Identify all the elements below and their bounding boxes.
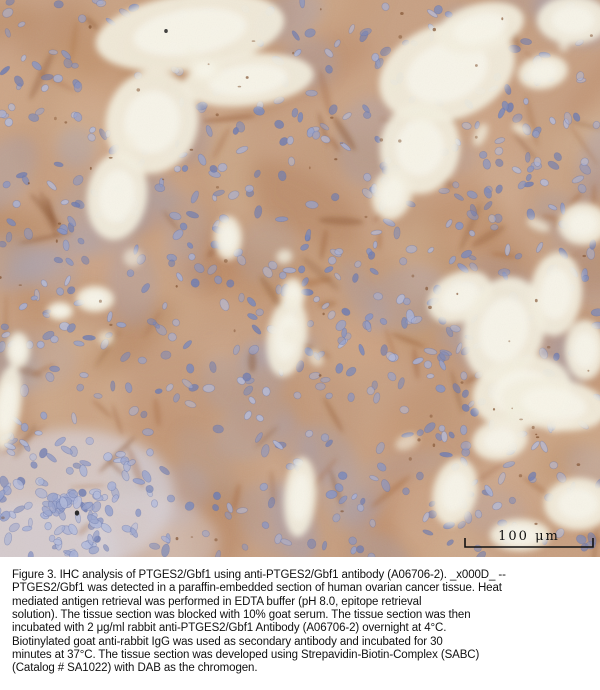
caption-line: solution). The tissue section was blocked with 10% goat serum. The tissue section was then bbox=[12, 609, 471, 622]
caption-line: Biotinylated goat anti-rabbit IgG was used as secondary antibody and incubated for 30 bbox=[12, 635, 443, 648]
figure-caption bbox=[12, 569, 594, 676]
caption-line: Figure 3. IHC analysis of PTGES2/Gbf1 using anti-PTGES2/Gbf1 antibody (A06706-2). _x000D_ -- bbox=[12, 569, 506, 581]
caption-line: (Catalog # SA1022) with DAB as the chromogen. bbox=[12, 662, 258, 675]
caption-line: incubated with 2 μg/ml rabbit anti-PTGES2/Gbf1 Antibody (A06706-2) overnight at 4°C. bbox=[12, 622, 447, 635]
scale-bar-label: 100 μm bbox=[498, 529, 560, 544]
caption-line: PTGES2/Gbf1 was detected in a paraffin-embedded section of human ovarian cancer tissue. Heat bbox=[12, 582, 502, 595]
caption-line: minutes at 37°C. The tissue section was developed using Strepavidin-Biotin-Complex (SABC) bbox=[12, 649, 480, 662]
caption-line: mediated antigen retrieval was performed in EDTA buffer (pH 8.0, epitope retrieval bbox=[12, 595, 422, 608]
